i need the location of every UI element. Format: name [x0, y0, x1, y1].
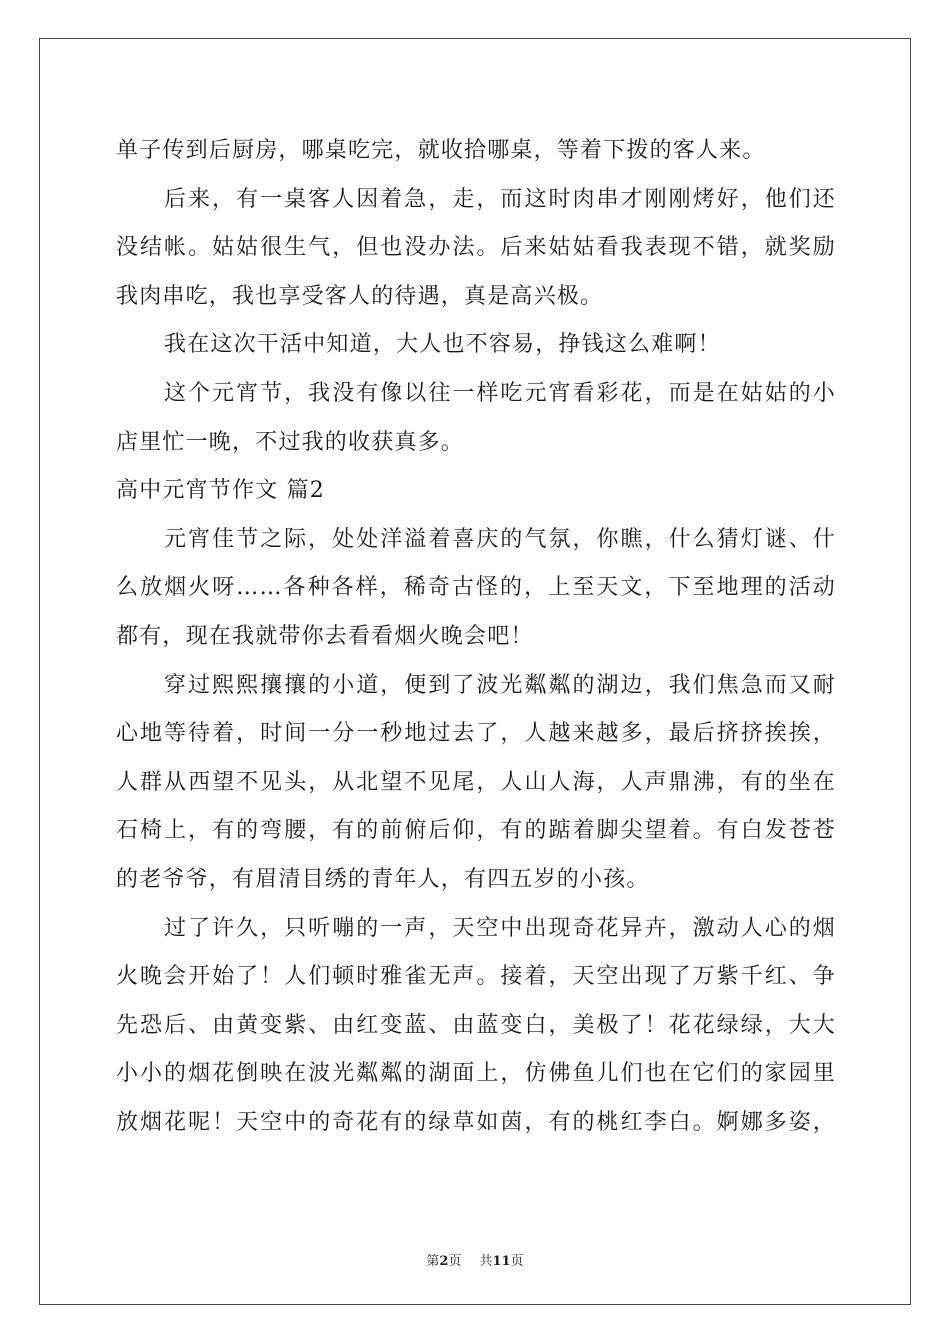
total-prefix: 共	[479, 1254, 493, 1269]
page-number: 2	[439, 1254, 449, 1269]
text-line: 火晚会开始了！人们顿时雅雀无声。接着，天空出现了万紫千红、争	[116, 964, 836, 990]
text-line: 元宵佳节之际，处处洋溢着喜庆的气氛，你瞧，什么猜灯谜、什	[164, 526, 836, 552]
text-line: 我肉串吃，我也享受客人的待遇，真是高兴极。	[116, 283, 604, 309]
text-line: 先恐后、由黄变紫、由红变蓝、由蓝变白，美极了！花花绿绿，大大	[116, 1012, 836, 1038]
text-line: 单子传到后厨房，哪桌吃完，就收拾哪桌，等着下拨的客人来。	[116, 138, 766, 163]
text-line: 么放烟火呀……各种各样，稀奇古怪的，上至天文，下至地理的活动	[116, 575, 836, 601]
text-line: 都有，现在我就带你去看看烟火晚会吧！	[116, 623, 534, 649]
text-line: 店里忙一晚，不过我的收获真多。	[116, 429, 465, 455]
text-line: 的老爷爷，有眉清目绣的青年人，有四五岁的小孩。	[116, 866, 650, 892]
text-line: 人群从西望不见头，从北望不见尾，人山人海，人声鼎沸，有的坐在	[116, 769, 836, 795]
text-line: 这个元宵节，我没有像以往一样吃元宵看彩花，而是在姑姑的小	[164, 380, 836, 406]
text-line: 过了许久，只听嘣的一声，天空中出现奇花异卉，激动人心的烟	[164, 915, 836, 941]
page-suffix: 页	[448, 1254, 462, 1269]
text-line: 心地等待着，时间一分一秒地过去了，人越来越多，最后挤挤挨挨，	[116, 721, 836, 747]
text-line: 没结帐。姑姑很生气，但也没办法。后来姑姑看我表现不错，就奖励	[116, 235, 836, 261]
section-heading: 高中元宵节作文 篇2	[116, 478, 325, 504]
document-body	[116, 127, 836, 1147]
total-suffix: 页	[510, 1254, 524, 1269]
page-footer	[0, 1250, 950, 1269]
text-line: 放烟花呢！天空中的奇花有的绿草如茵，有的桃红李白。婀娜多姿，	[116, 1109, 836, 1135]
text-line: 小小的烟花倒映在波光粼粼的湖面上，仿佛鱼儿们也在它们的家园里	[116, 1061, 836, 1087]
page-prefix: 第	[426, 1254, 440, 1269]
text-line: 后来，有一桌客人因着急，走，而这时肉串才刚刚烤好，他们还	[164, 186, 836, 212]
text-line: 石椅上，有的弯腰，有的前俯后仰，有的踮着脚尖望着。有白发苍苍	[116, 818, 836, 844]
text-line: 穿过熙熙攘攘的小道，便到了波光粼粼的湖边，我们焦急而又耐	[164, 672, 836, 698]
total-pages: 11	[492, 1254, 511, 1269]
text-line: 我在这次干活中知道，大人也不容易，挣钱这么难啊！	[164, 332, 721, 358]
